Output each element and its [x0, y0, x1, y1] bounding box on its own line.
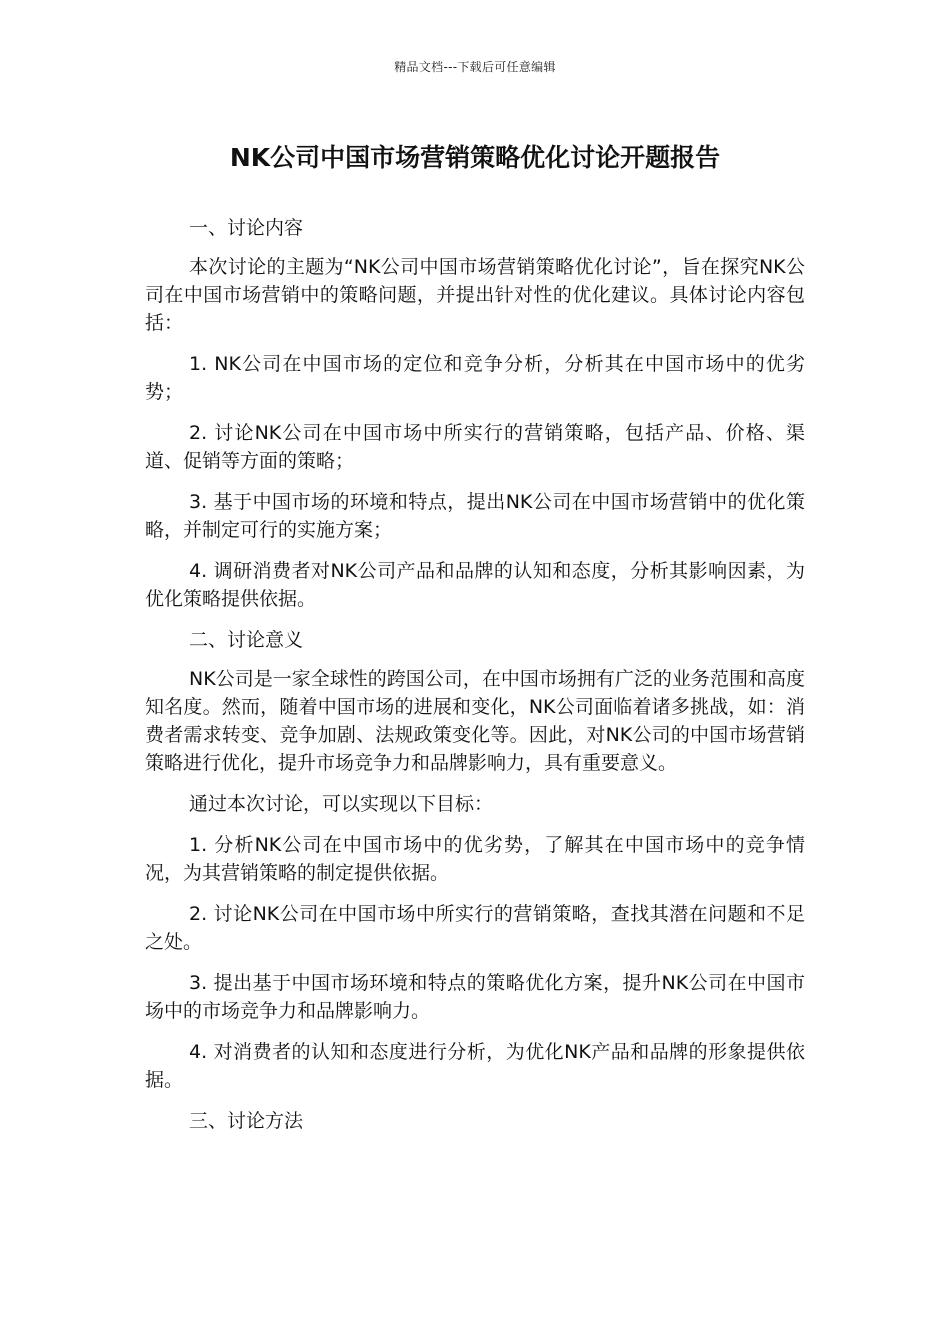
list-item-goal-2: 2. 讨论NK公司在中国市场中所实行的营销策略，查找其潜在问题和不足之处。 — [145, 903, 805, 953]
paragraph-intro: 本次讨论的主题为“NK公司中国市场营销策略优化讨论”，旨在探究NK公司在中国市场营销中的策略问题，并提出针对性的优化建议。具体讨论内容包括： — [145, 256, 805, 334]
document-body — [145, 214, 805, 1146]
list-item-content-1: 1. NK公司在中国市场的定位和竞争分析，分析其在中国市场中的优劣势； — [145, 353, 805, 403]
document-title: NK公司中国市场营销策略优化讨论开题报告 — [229, 143, 721, 172]
list-item-goal-4: 4. 对消费者的认知和态度进行分析，为优化NK产品和品牌的形象提供依据。 — [145, 1041, 805, 1091]
list-item-content-3: 3. 基于中国市场的环境和特点，提出NK公司在中国市场营销中的优化策略，并制定可行的实施方案； — [145, 491, 805, 541]
header-note: 精品文档---下载后可任意编辑 — [394, 60, 556, 74]
list-item-goal-3: 3. 提出基于中国市场环境和特点的策略优化方案，提升NK公司在中国市场中的市场竞争力和品牌影响力。 — [145, 972, 805, 1022]
section-heading-method: 三、讨论方法 — [189, 1110, 304, 1132]
list-item-goal-1: 1. 分析NK公司在中国市场中的优劣势，了解其在中国市场中的竞争情况，为其营销策略的制定提供依据。 — [145, 834, 805, 884]
list-item-content-2: 2. 讨论NK公司在中国市场中所实行的营销策略，包括产品、价格、渠道、促销等方面的策略； — [145, 422, 805, 472]
section-heading-content: 一、讨论内容 — [189, 217, 304, 239]
paragraph-goals-intro: 通过本次讨论，可以实现以下目标： — [189, 793, 494, 815]
paragraph-significance: NK公司是一家全球性的跨国公司，在中国市场拥有广泛的业务范围和高度知名度。然而，随着中国市场的进展和变化，NK公司面临着诸多挑战，如：消费者需求转变、竞争加剧、法规政策变化等。因此，对NK公司的中国市场营销策略进行优化，提升市场竞争力和品牌影响力，具有重要意义。 — [145, 668, 805, 774]
section-heading-significance: 二、讨论意义 — [189, 629, 304, 651]
list-item-content-4: 4. 调研消费者对NK公司产品和品牌的认知和态度，分析其影响因素，为优化策略提供依据。 — [145, 560, 805, 610]
